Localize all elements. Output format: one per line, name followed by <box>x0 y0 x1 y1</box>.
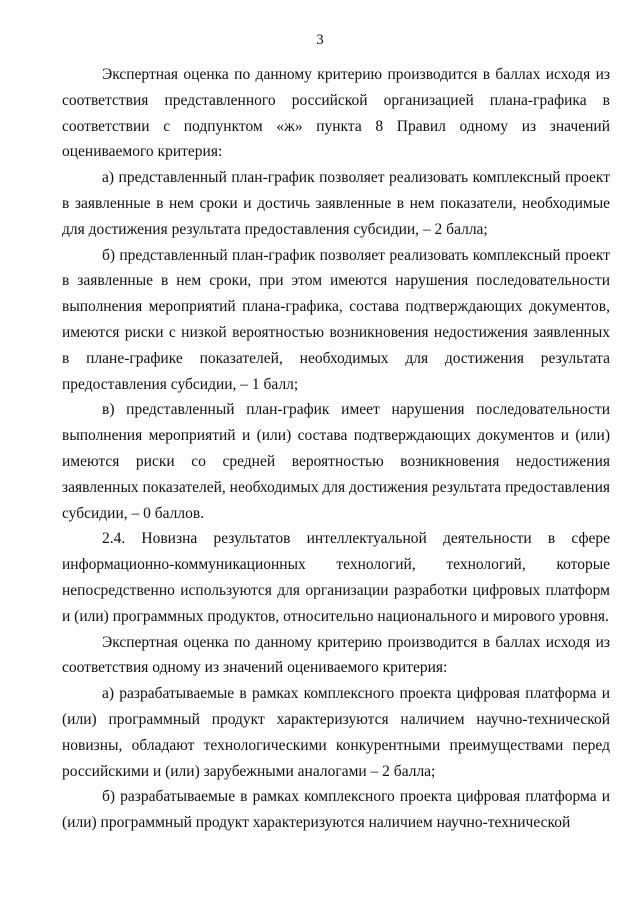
page-number: 3 <box>316 32 324 48</box>
paragraph-expert-assessment-plan: Экспертная оценка по данному критерию производится в баллах исходя из соответствия представленного российской организацией плана-графика в соответствии с подпунктом «ж» пункта 8 Правил одному из значений оцениваемого критерия: <box>62 66 610 161</box>
paragraph-criterion-2-4: 2.4. Новизна результатов интеллектуальной деятельности в сфере информационно-коммуникационных технологий, технологий, которые непосредственно используются для организации разработки цифровых платформ и (или) программных продуктов, относительно национального и мирового уровня. <box>62 530 610 625</box>
paragraph-item-a-2-points: а) представленный план-график позволяет реализовать комплексный проект в заявленные в нем сроки и достичь заявленные в нем показатели, необходимые для достижения результата предоставления субсидии, – 2 балла; <box>62 169 610 238</box>
paragraph-item-v-0-points: в) представленный план-график имеет нарушения последовательности выполнения мероприятий и (или) состава подтверждающих документов и (или) имеются риски со средней вероятностью возникновения недостижения заявленных показателей, необходимых для достижения результата предоставления субсидии, – 0 баллов. <box>62 401 610 522</box>
paragraph-item-b-1-point: б) представленный план-график позволяет реализовать комплексный проект в заявленные в нем сроки, при этом имеются нарушения последовательности выполнения мероприятий плана-графика, состава подтверждающих документов, имеются риски с низкой вероятностью возникновения недостижения заявленных в плане-графике показателей, необходимых для достижения результата предоставления субсидии, – 1 балл; <box>62 246 610 393</box>
paragraph-expert-assessment-novelty: Экспертная оценка по данному критерию производится в баллах исходя из соответствия одному из значений оцениваемого критерия: <box>62 633 610 677</box>
paragraph-novelty-item-b: б) разрабатываемые в рамках комплексного проекта цифровая платформа и (или) программный продукт характеризуются наличием научно-технической <box>62 788 610 832</box>
body-text <box>62 62 610 836</box>
paragraph-novelty-item-a: а) разрабатываемые в рамках комплексного проекта цифровая платформа и (или) программный продукт характеризуются наличием научно-технической новизны, обладают технологическими конкурентными преимуществами перед российскими и (или) зарубежными аналогами – 2 балла; <box>62 685 610 780</box>
